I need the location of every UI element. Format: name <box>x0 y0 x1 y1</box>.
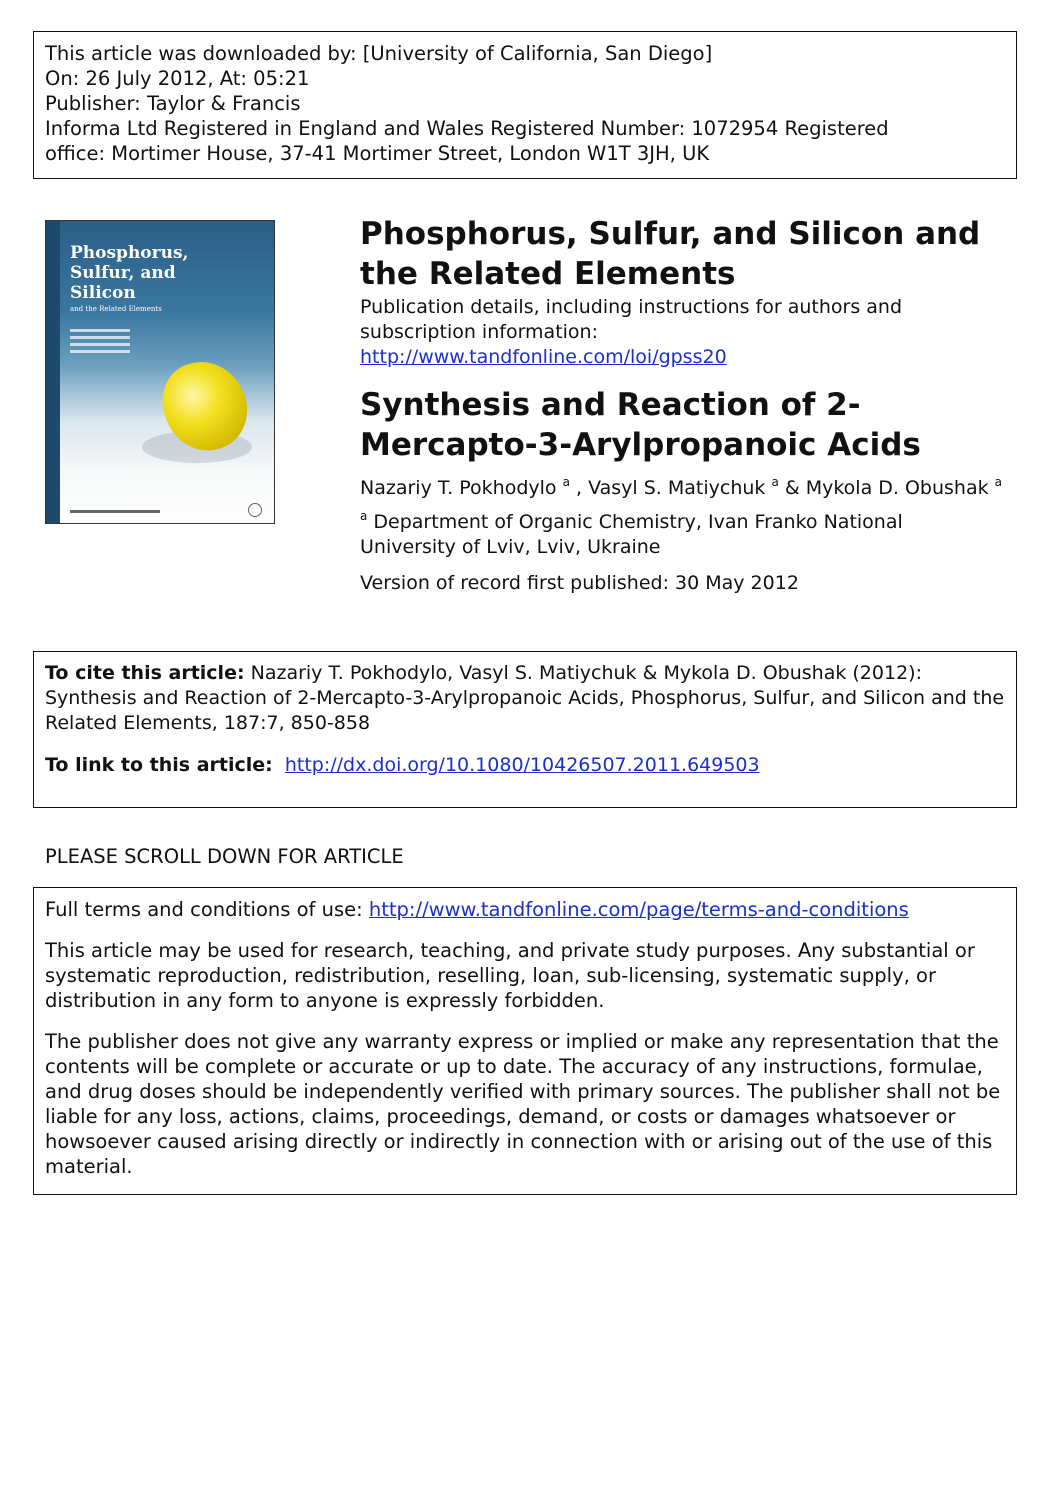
journal-title: Phosphorus, Sulfur, and Silicon and the Related Elements <box>360 216 981 292</box>
link-label: To link to this article: <box>45 754 273 776</box>
affiliation-mark: a <box>994 475 1003 489</box>
citation-text: Nazariy T. Pokhodylo, Vasyl S. Matiychuk & Mykola D. Obushak (2012): Synthesis and Reaction of 2-Mercapto-3-Arylpropanoic Acids, Phosphorus, Sulfur, and Silicon and the Related Elements, 187:7, 850-858 <box>45 662 1005 734</box>
article-title: Synthesis and Reaction of 2-Mercapto-3-Arylpropanoic Acids <box>360 387 921 463</box>
citation-box <box>33 651 1017 808</box>
affiliation-mark: a <box>771 475 779 489</box>
author-list <box>360 470 1003 501</box>
terms-box <box>33 887 1017 1195</box>
doi-line <box>45 753 1005 778</box>
publication-details-text: Publication details, including instructions for authors and subscription information: <box>360 296 903 343</box>
terms-label: Full terms and conditions of use: <box>45 898 363 921</box>
cover-footer-line <box>70 510 160 513</box>
office-line: office: Mortimer House, 37-41 Mortimer Street, London W1T 3JH, UK <box>45 142 710 165</box>
download-notice-box <box>33 31 1017 179</box>
affiliation-text: Department of Organic Chemistry, Ivan Franko National University of Lviv, Lviv, Ukraine <box>360 511 903 558</box>
cover-title-line: Sulfur, and <box>70 263 176 283</box>
cover-subtitle: and the Related Elements <box>70 305 162 313</box>
journal-url-link[interactable]: http://www.tandfonline.com/loi/gpss20 <box>360 346 727 368</box>
author-name: Vasyl S. Matiychuk <box>588 477 766 499</box>
author-separator: , <box>569 477 589 499</box>
scroll-down-note: PLEASE SCROLL DOWN FOR ARTICLE <box>45 845 404 868</box>
cover-text-lines <box>70 329 130 357</box>
journal-cover-image <box>45 220 275 524</box>
terms-link[interactable]: http://www.tandfonline.com/page/terms-and-conditions <box>368 898 909 921</box>
doi-link[interactable]: http://dx.doi.org/10.1080/10426507.2011.649503 <box>284 754 760 776</box>
cite-label: To cite this article: <box>45 662 245 684</box>
publication-details <box>360 295 1000 370</box>
cover-spine <box>46 221 60 523</box>
version-of-record: Version of record first published: 30 May 2012 <box>360 572 799 594</box>
publisher-line: Publisher: Taylor & Francis <box>45 92 301 115</box>
publisher-logo-icon <box>248 503 262 517</box>
download-line: This article was downloaded by: [University of California, San Diego] <box>45 42 713 65</box>
cover-title <box>70 243 188 303</box>
terms-paragraph-usage: This article may be used for research, teaching, and private study purposes. Any substantial or systematic reproduction, redistribution, reselling, loan, sub-licensing, systematic supply, or distribution in any form to anyone is expressly forbidden. <box>45 939 975 1012</box>
cover-title-line: Phosphorus, <box>70 243 189 263</box>
registration-line: Informa Ltd Registered in England and Wales Registered Number: 1072954 Registered <box>45 117 889 140</box>
author-separator: & <box>778 477 806 499</box>
author-name: Nazariy T. Pokhodylo <box>360 477 557 499</box>
affiliation-mark: a <box>360 509 368 523</box>
citation-block <box>45 661 1005 736</box>
terms-line <box>45 897 1005 922</box>
affiliation-mark: a <box>562 475 570 489</box>
author-name: Mykola D. Obushak <box>805 477 989 499</box>
download-date-line: On: 26 July 2012, At: 05:21 <box>45 67 310 90</box>
terms-paragraph-warranty: The publisher does not give any warranty express or implied or make any representation that the contents will be complete or accurate or up to date. The accuracy of any instructions, formulae, and drug doses should be independently verified with primary sources. The publisher shall not be liable for any loss, actions, claims, proceedings, demand, or costs or damages whatsoever or howsoever caused arising directly or indirectly in connection with or arising out of the use of this material. <box>45 1030 1001 1178</box>
cover-title-line: Silicon <box>70 283 136 303</box>
affiliation <box>360 504 1000 560</box>
